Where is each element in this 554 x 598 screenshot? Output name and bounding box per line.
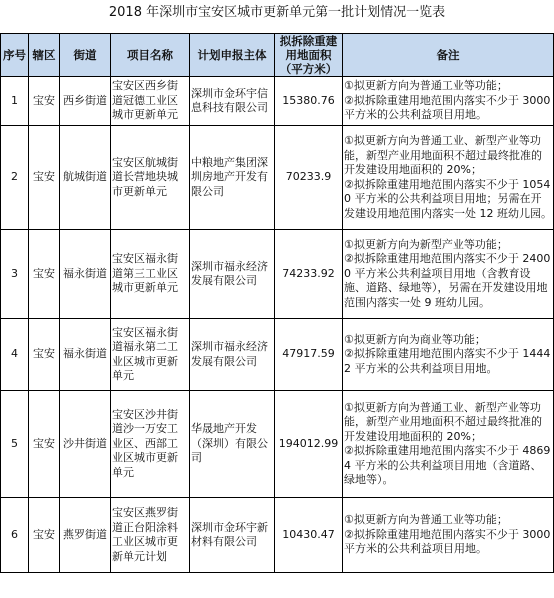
cell-no: 5 <box>1 391 29 498</box>
header-street: 街道 <box>60 34 111 77</box>
cell-street: 航城街道 <box>60 126 111 230</box>
cell-street: 福永街道 <box>60 319 111 391</box>
note-line: ①拟更新方向为普通工业、新型产业等功能，新型产业用地面积不超过最终批准的开发建设用地面积的 20%； <box>344 400 542 443</box>
note-line: ①拟更新方向为普通工业、新型产业等功能，新型产业用地面积不超过最终批准的开发建设用地面积的 20%； <box>344 134 542 176</box>
cell-notes <box>343 230 554 319</box>
cell-district: 宝安 <box>29 391 60 498</box>
cell-applicant: 深圳市福永经济发展有限公司 <box>190 319 275 391</box>
header-notes: 备注 <box>343 34 554 77</box>
cell-district: 宝安 <box>29 319 60 391</box>
cell-notes <box>343 77 554 126</box>
note-line: ②拟拆除重建用地范围内落实不少于 24000 平方米公共利益项目用地（含教育设施、道路、绿地等），另需在开发建设用地范围内落实一处 9 班幼儿园。 <box>344 252 551 309</box>
note-line: ①拟更新方向为新型产业等功能； <box>344 237 508 251</box>
cell-project: 宝安区西乡街道冠德工业区城市更新单元 <box>111 77 190 126</box>
cell-area: 47917.59 <box>275 319 343 391</box>
cell-applicant: 深圳市福永经济发展有限公司 <box>190 230 275 319</box>
cell-project: 宝安区航城街道长营地块城市更新单元 <box>111 126 190 230</box>
note-line: ②拟拆除重建用地范围内落实不少于 48694 平方米的公共利益项目用地（含道路、绿地等）。 <box>344 444 551 486</box>
table-row <box>1 77 554 126</box>
table-row <box>1 391 554 498</box>
cell-area: 15380.76 <box>275 77 343 126</box>
cell-notes <box>343 319 554 391</box>
cell-applicant: 华晟地产开发（深圳）有限公司 <box>190 391 275 498</box>
cell-area: 10430.47 <box>275 498 343 573</box>
cell-no: 2 <box>1 126 29 230</box>
cell-street: 沙井街道 <box>60 391 111 498</box>
cell-project: 宝安区燕罗街道正台阳涂料工业区城市更新单元计划 <box>111 498 190 573</box>
cell-street: 燕罗街道 <box>60 498 111 573</box>
cell-no: 1 <box>1 77 29 126</box>
table-row <box>1 230 554 319</box>
note-line: ②拟拆除重建用地范围内落实不少于 3000 平方米的公共利益项目用地。 <box>344 527 551 556</box>
cell-applicant: 深圳市金环宇信息科技有限公司 <box>190 77 275 126</box>
cell-applicant: 深圳市金环宇新材料有限公司 <box>190 498 275 573</box>
cell-notes <box>343 391 554 498</box>
table-row <box>1 498 554 573</box>
cell-street: 西乡街道 <box>60 77 111 126</box>
cell-district: 宝安 <box>29 77 60 126</box>
cell-street: 福永街道 <box>60 230 111 319</box>
cell-notes <box>343 126 554 230</box>
cell-no: 4 <box>1 319 29 391</box>
header-applicant: 计划申报主体 <box>190 34 275 77</box>
header-district: 辖区 <box>29 34 60 77</box>
table-row <box>1 126 554 230</box>
cell-no: 3 <box>1 230 29 319</box>
cell-district: 宝安 <box>29 230 60 319</box>
plan-table <box>0 33 554 573</box>
cell-no: 6 <box>1 498 29 573</box>
cell-district: 宝安 <box>29 126 60 230</box>
cell-area: 74233.92 <box>275 230 343 319</box>
header-row <box>1 34 554 77</box>
header-project: 项目名称 <box>111 34 190 77</box>
cell-district: 宝安 <box>29 498 60 573</box>
cell-project: 宝安区沙井街道沙一万安工业区、西部工业区城市更新单元 <box>111 391 190 498</box>
header-no: 序号 <box>1 34 29 77</box>
note-line: ①拟更新方向为普通工业等功能； <box>344 79 508 93</box>
cell-area: 194012.99 <box>275 391 343 498</box>
note-line: ②拟拆除重建用地范围内落实不少于 10540 平方米的公共利益项目用地；另需在开发建设用地范围内落实一处 12 班幼儿园。 <box>344 177 552 220</box>
note-line: ②拟拆除重建用地范围内落实不少于 3000 平方米的公共利益项目用地。 <box>344 93 551 122</box>
header-area: 拟拆除重建用地面积（平方米） <box>275 34 343 77</box>
table-title: 2018 年深圳市宝安区城市更新单元第一批计划情况一览表 <box>108 5 446 20</box>
cell-applicant: 中粮地产集团深圳房地产开发有限公司 <box>190 126 275 230</box>
cell-project: 宝安区福永街道第三工业区城市更新单元 <box>111 230 190 319</box>
cell-area: 70233.9 <box>275 126 343 230</box>
note-line: ①拟更新方向为普通工业等功能； <box>344 513 508 527</box>
note-line: ①拟更新方向为商业等功能； <box>344 332 486 346</box>
cell-project: 宝安区福永街道福永第二工业区城市更新单元 <box>111 319 190 391</box>
table-row <box>1 319 554 391</box>
cell-notes <box>343 498 554 573</box>
note-line: ②拟拆除重建用地范围内落实不少于 14442 平方米的公共利益项目用地。 <box>344 347 551 375</box>
